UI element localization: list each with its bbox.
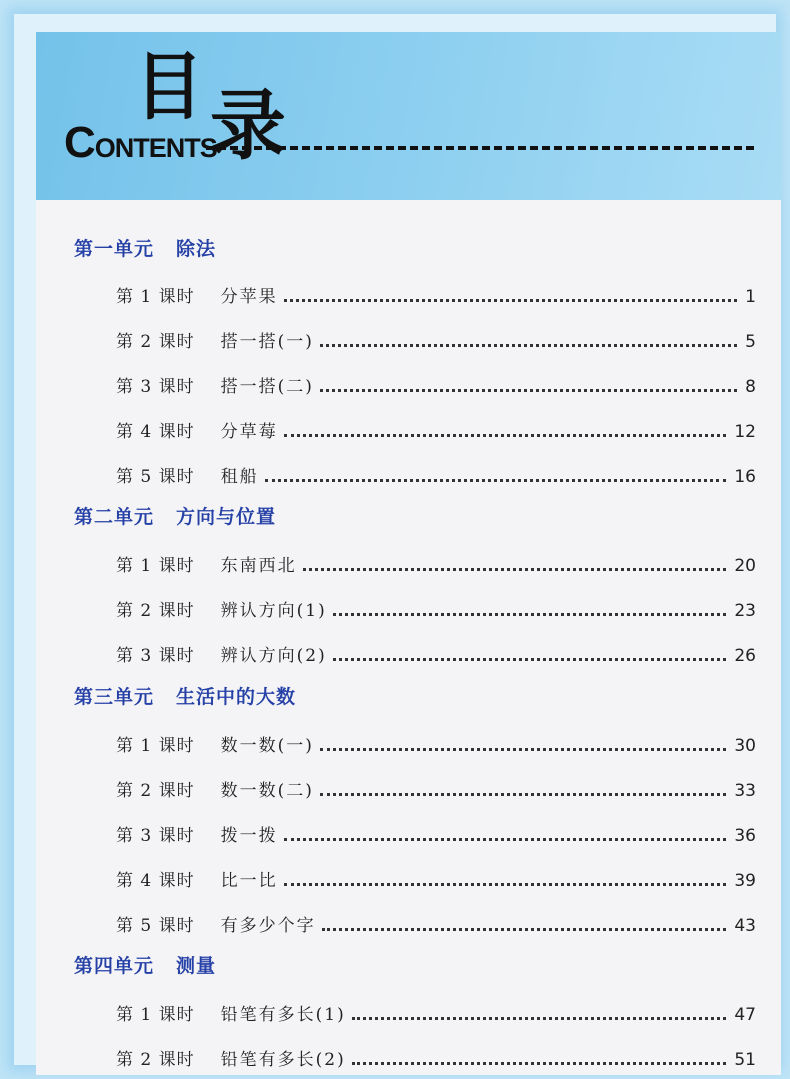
dot-leader <box>333 613 727 616</box>
dot-leader <box>352 1017 727 1020</box>
unit-number: 第一单元 <box>74 238 155 260</box>
contents-wordmark <box>64 118 217 167</box>
page-number: 23 <box>734 601 756 621</box>
lesson-number: 第 5 课时 <box>116 467 195 487</box>
header-dash-line <box>206 146 754 150</box>
page-number: 47 <box>734 1005 756 1025</box>
unit-heading[interactable] <box>74 682 296 709</box>
unit-name: 方向与位置 <box>176 506 277 528</box>
unit-name: 除法 <box>176 238 217 260</box>
page-number: 30 <box>734 736 756 756</box>
lesson-number: 第 3 课时 <box>116 377 195 397</box>
toc-entry[interactable] <box>116 638 756 666</box>
lesson-title: 辨认方向(1) <box>220 601 327 621</box>
page-number: 1 <box>745 287 756 307</box>
lesson-number: 第 2 课时 <box>116 601 195 621</box>
toc-header <box>36 32 781 200</box>
dot-leader <box>320 748 726 751</box>
dot-leader <box>352 1062 727 1065</box>
toc-entry[interactable] <box>116 324 756 352</box>
toc-entry[interactable] <box>116 279 756 307</box>
lesson-title: 铅笔有多长(1) <box>220 1005 346 1025</box>
lesson-title: 搭一搭(一) <box>220 332 314 352</box>
lesson-number: 第 1 课时 <box>116 736 195 756</box>
page-number: 33 <box>734 781 756 801</box>
lesson-title: 东南西北 <box>220 556 297 576</box>
page-frame <box>14 14 776 1070</box>
lesson-title: 数一数(一) <box>220 736 314 756</box>
lesson-title: 比一比 <box>220 871 278 891</box>
lesson-number: 第 1 课时 <box>116 1005 195 1025</box>
lesson-number: 第 2 课时 <box>116 781 195 801</box>
unit-heading[interactable] <box>74 502 276 529</box>
contents-initial: C <box>64 118 95 167</box>
unit-number: 第三单元 <box>74 686 155 708</box>
lesson-number: 第 1 课时 <box>116 556 195 576</box>
toc-entry[interactable] <box>116 593 756 621</box>
unit-heading[interactable] <box>74 951 216 978</box>
dot-leader <box>320 344 737 347</box>
toc-entry[interactable] <box>116 908 756 936</box>
lesson-number: 第 3 课时 <box>116 826 195 846</box>
contents-rest: ONTENTS <box>94 133 217 163</box>
lesson-number: 第 1 课时 <box>116 287 195 307</box>
unit-name: 测量 <box>176 955 217 977</box>
lesson-number: 第 4 课时 <box>116 871 195 891</box>
page-number: 36 <box>734 826 756 846</box>
toc-entry[interactable] <box>116 414 756 442</box>
page-number: 20 <box>734 556 756 576</box>
lesson-number: 第 5 课时 <box>116 916 195 936</box>
title-lu: 录 <box>210 81 286 170</box>
dot-leader <box>284 434 727 437</box>
dot-leader <box>284 883 727 886</box>
lesson-number: 第 2 课时 <box>116 1050 195 1070</box>
page-number: 8 <box>745 377 756 397</box>
toc-entry[interactable] <box>116 459 756 487</box>
page-number: 5 <box>745 332 756 352</box>
toc-entry[interactable] <box>116 548 756 576</box>
lesson-title: 分苹果 <box>220 287 278 307</box>
page-number: 12 <box>734 422 756 442</box>
page-number: 39 <box>734 871 756 891</box>
lesson-number: 第 3 课时 <box>116 646 195 666</box>
lesson-title: 分草莓 <box>220 422 278 442</box>
toc-entry[interactable] <box>116 728 756 756</box>
toc-entry[interactable] <box>116 369 756 397</box>
lesson-title: 辨认方向(2) <box>220 646 327 666</box>
dot-leader <box>303 568 727 571</box>
unit-number: 第四单元 <box>74 955 155 977</box>
lesson-number: 第 2 课时 <box>116 332 195 352</box>
dot-leader <box>284 838 727 841</box>
toc-entry[interactable] <box>116 773 756 801</box>
unit-heading[interactable] <box>74 234 216 261</box>
dot-leader <box>320 389 737 392</box>
toc-entry[interactable] <box>116 863 756 891</box>
page-number: 51 <box>734 1050 756 1070</box>
page-number: 26 <box>734 646 756 666</box>
dot-leader <box>322 928 727 931</box>
toc-entry[interactable] <box>116 997 756 1025</box>
dot-leader <box>333 658 727 661</box>
page-number: 43 <box>734 916 756 936</box>
lesson-title: 数一数(二) <box>220 781 314 801</box>
unit-name: 生活中的大数 <box>176 686 297 708</box>
toc-page <box>36 32 781 1075</box>
lesson-title: 搭一搭(二) <box>220 377 314 397</box>
page-number: 16 <box>734 467 756 487</box>
lesson-title: 有多少个字 <box>220 916 316 936</box>
title-mu: 目 <box>134 44 204 130</box>
lesson-title: 铅笔有多长(2) <box>220 1050 346 1070</box>
dot-leader <box>284 299 738 302</box>
toc-entry[interactable] <box>116 818 756 846</box>
toc-entry[interactable] <box>116 1042 756 1070</box>
unit-number: 第二单元 <box>74 506 155 528</box>
lesson-title: 拨一拨 <box>220 826 278 846</box>
lesson-number: 第 4 课时 <box>116 422 195 442</box>
dot-leader <box>320 793 726 796</box>
dot-leader <box>265 479 727 482</box>
lesson-title: 租船 <box>220 467 259 487</box>
